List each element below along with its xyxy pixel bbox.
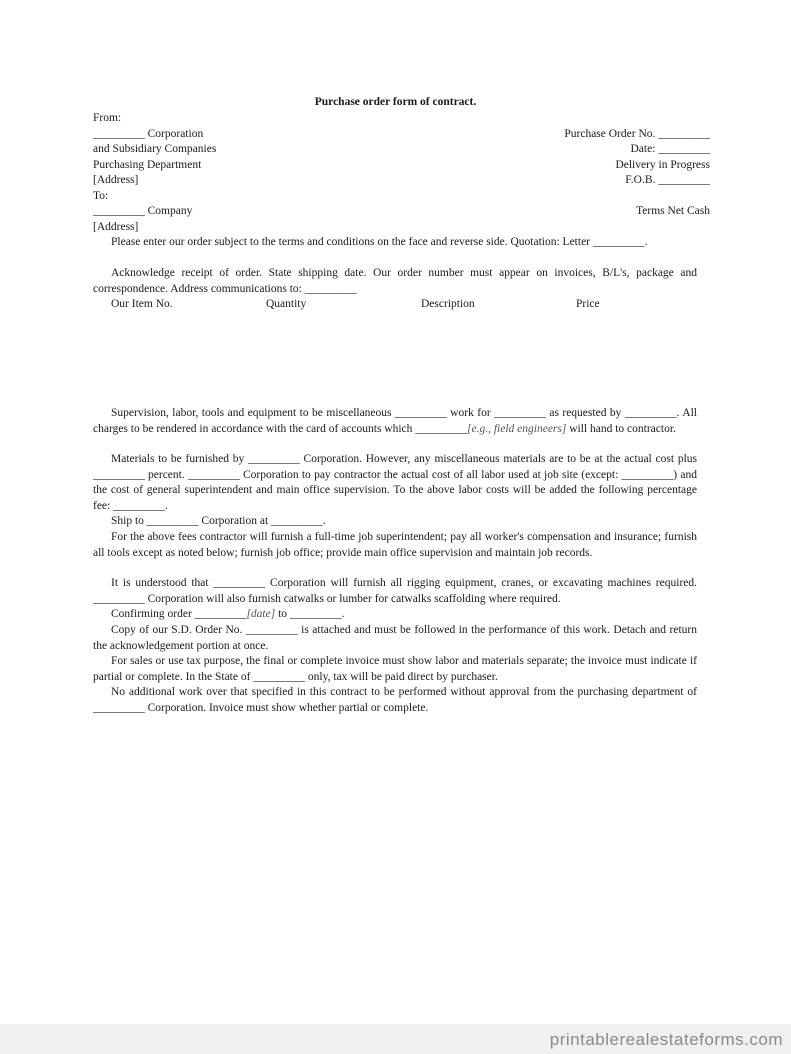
order-line: F.O.B. _________ (625, 174, 710, 186)
terms-text: Terms Net Cash (636, 205, 710, 217)
paragraph (93, 406, 697, 437)
paragraph-text: Supervision, labor, tools and equipment to be miscellaneous _________ work for _________ as requested by _________. All charges to be rendered in accordance with the card of accounts which _________ (93, 407, 697, 435)
placeholder-note: [date] (246, 608, 276, 620)
document-title: Purchase order form of contract. (314, 96, 477, 108)
paragraph-text: to _________. (275, 608, 345, 620)
buyer-line: Purchasing Department (93, 159, 202, 171)
paragraph: It is understood that _________ Corporation will furnish all rigging equipment, cranes, or excavating machines required. _________ Corporation will also furnish catwalks or lumber for catwalks scaffolding where required. (93, 577, 697, 605)
column-header: Description (421, 298, 475, 310)
column-header: Price (576, 298, 600, 310)
order-line: Purchase Order No. _________ (564, 128, 710, 140)
order-line: Delivery in Progress (615, 159, 710, 171)
vendor-line: _________ Company (93, 205, 193, 217)
paragraph-text: Confirming order _________ (111, 608, 247, 620)
paragraph (93, 607, 697, 623)
order-line: Date: _________ (630, 143, 710, 155)
paragraph: For sales or use tax purpose, the final or complete invoice must show labor and materials separate; the invoice must indicate if partial or complete. In the State of _________ only, tax will be paid direct by purchaser. (93, 655, 697, 683)
paragraph: Acknowledge receipt of order. State shipping date. Our order number must appear on invoices, B/L's, package and correspondence. Address communications to: _________ (93, 267, 697, 295)
to-label: To: (93, 190, 109, 202)
paragraph: For the above fees contractor will furnish a full-time job superintendent; pay all worker's compensation and insurance; furnish all tools except as noted below; furnish job office; provide main office supervision and maintain job records. (93, 531, 697, 559)
buyer-line: [Address] (93, 174, 139, 186)
paragraph: Copy of our S.D. Order No. _________ is attached and must be followed in the performance of this work. Detach and return the acknowledgement portion at once. (93, 624, 697, 652)
paragraph-text: will hand to contractor. (566, 422, 676, 435)
paragraph: Please enter our order subject to the terms and conditions on the face and reverse side. Quotation: Letter _________. (111, 236, 648, 248)
column-header: Quantity (266, 298, 307, 310)
buyer-line: and Subsidiary Companies (93, 143, 217, 155)
buyer-line: _________ Corporation (93, 128, 204, 140)
from-label: From: (93, 112, 122, 124)
paragraph: Ship to _________ Corporation at _________. (111, 515, 326, 527)
placeholder-note: [e.g., field engineers] (467, 422, 567, 435)
paragraph: Materials to be furnished by _________ Corporation. However, any miscellaneous materials are to be at the actual cost plus _________ percent. _________ Corporation to pay contractor the actual cost of all labor used at job site (except: _________) and the cost of general superintendent and main office supervision. To the above labor costs will be added the following percentage fee: _________. (93, 453, 697, 512)
column-header: Our Item No. (111, 298, 173, 310)
paragraph: No additional work over that specified in this contract to be performed without approval from the purchasing department of _________ Corporation. Invoice must show whether partial or complete. (93, 686, 697, 714)
vendor-line: [Address] (93, 221, 139, 233)
footer-watermark: printablerealestateforms.com (549, 1030, 783, 1049)
